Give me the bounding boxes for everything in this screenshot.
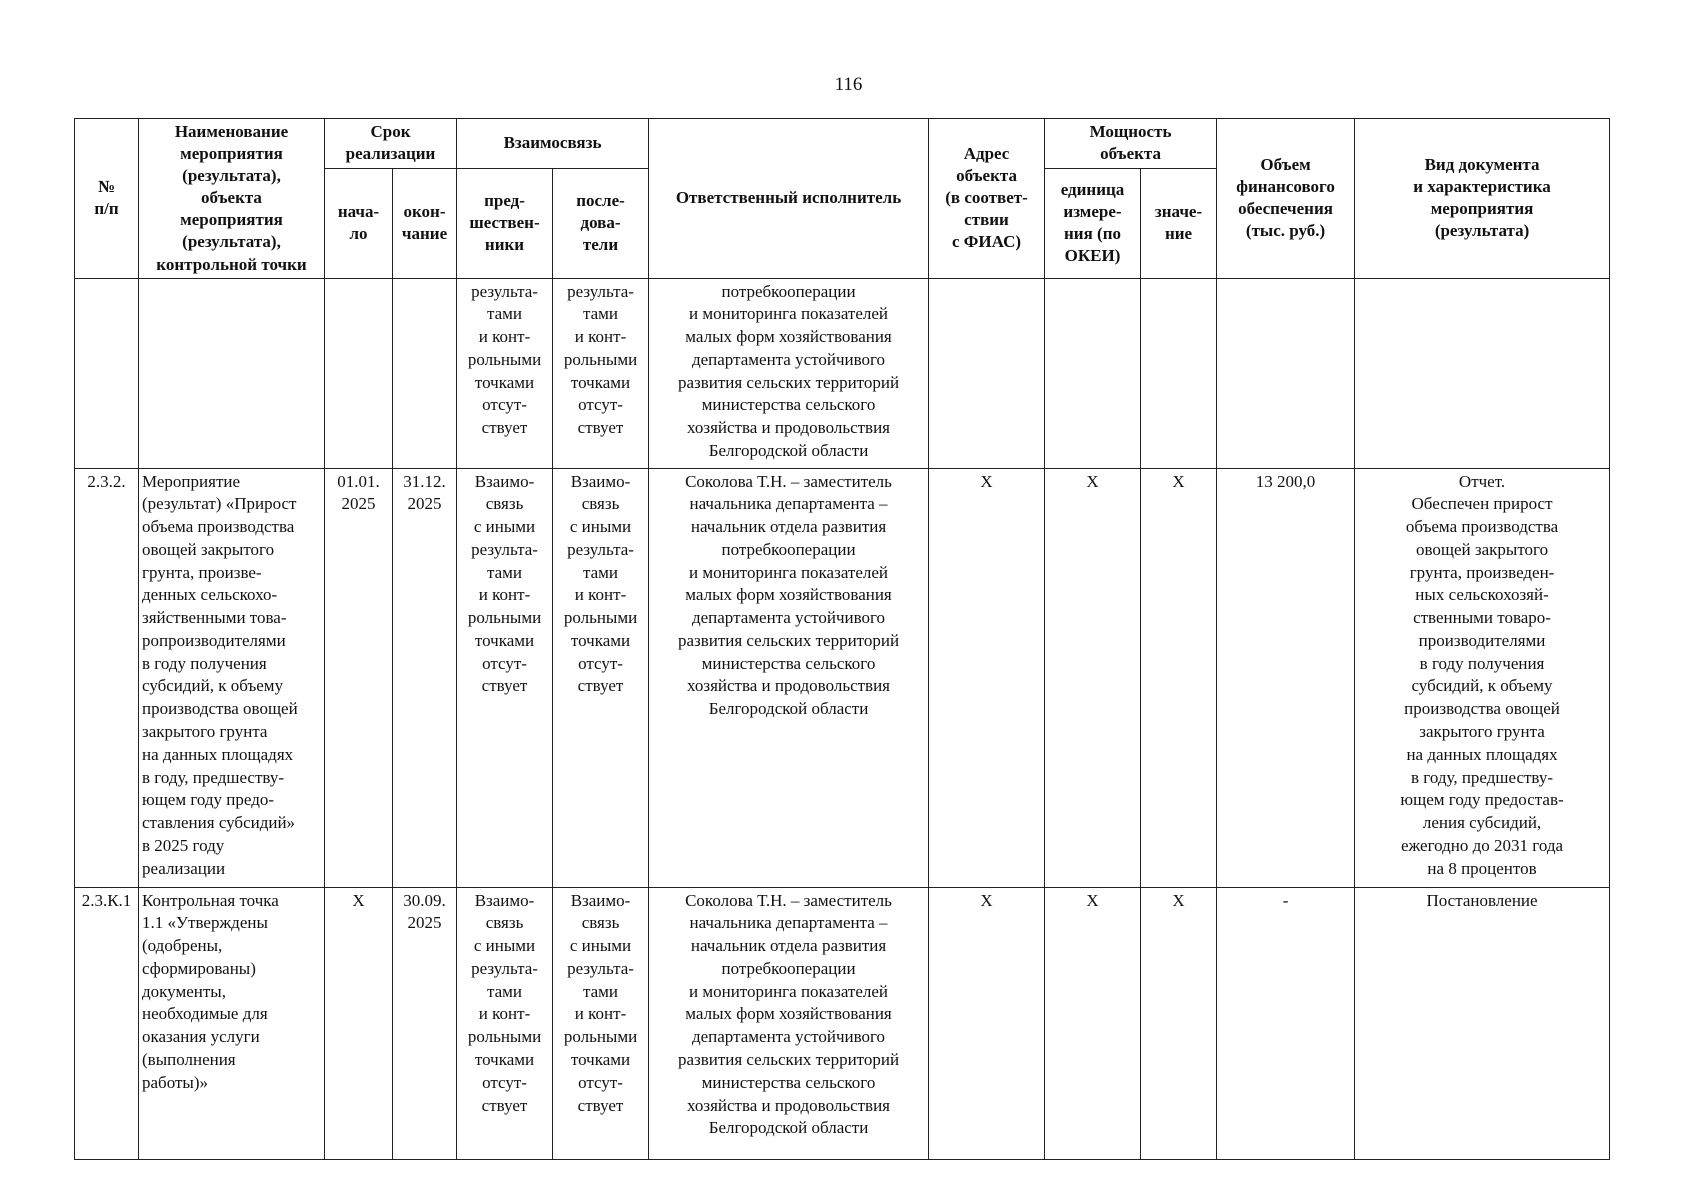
cell-start: X bbox=[325, 887, 393, 1160]
page-number: 116 bbox=[834, 74, 863, 95]
cell-address: X bbox=[929, 468, 1045, 887]
table-row bbox=[75, 887, 1610, 1160]
cell-value bbox=[1141, 278, 1217, 468]
header-start: нача- ло bbox=[325, 168, 393, 278]
table-header bbox=[75, 119, 1610, 279]
cell-end bbox=[393, 278, 457, 468]
cell-address: X bbox=[929, 887, 1045, 1160]
table-row bbox=[75, 468, 1610, 887]
cell-num: 2.3.2. bbox=[75, 468, 139, 887]
cell-posle: Взаимо- связь с иными результа- тами и конт- рольными точками отсут- ствует bbox=[553, 887, 649, 1160]
cell-pred: Взаимо- связь с иными результа- тами и конт- рольными точками отсут- ствует bbox=[457, 887, 553, 1160]
header-responsible: Ответственный исполнитель bbox=[649, 119, 929, 279]
cell-pred: результа- тами и конт- рольными точками отсут- ствует bbox=[457, 278, 553, 468]
header-address: Адрес объекта (в соответ- ствии с ФИАС) bbox=[929, 119, 1045, 279]
cell-address bbox=[929, 278, 1045, 468]
cell-start: 01.01. 2025 bbox=[325, 468, 393, 887]
cell-doc-type: Отчет. Обеспечен прирост объема производства овощей закрытого грунта, произведен- ных сельскохозяй- ственными товаро- производителями в году получения субсидий, к объему производства овощей закрытого грунта на данных площадях в году, предшеству- ющем году предостав- ления субсидий, ежегодно до 2031 года на 8 процентов bbox=[1355, 468, 1610, 887]
cell-posle: результа- тами и конт- рольными точками отсут- ствует bbox=[553, 278, 649, 468]
table-row bbox=[75, 278, 1610, 468]
header-name: Наименование мероприятия (результата), объекта мероприятия (результата), контрольной точки bbox=[139, 119, 325, 279]
events-table bbox=[74, 118, 1610, 1160]
cell-responsible: Соколова Т.Н. – заместитель начальника департамента – начальник отдела развития потребкооперации и мониторинга показателей малых форм хозяйствования департамента устойчивого развития сельских территорий министерства сельского хозяйства и продовольствия Белгородской области bbox=[649, 468, 929, 887]
header-capacity: Мощность объекта bbox=[1045, 119, 1217, 169]
cell-finance: 13 200,0 bbox=[1217, 468, 1355, 887]
header-value: значе- ние bbox=[1141, 168, 1217, 278]
header-num: № п/п bbox=[75, 119, 139, 279]
header-posle: после- дова- тели bbox=[553, 168, 649, 278]
cell-posle: Взаимо- связь с иными результа- тами и конт- рольными точками отсут- ствует bbox=[553, 468, 649, 887]
header-end: окон- чание bbox=[393, 168, 457, 278]
cell-finance: - bbox=[1217, 887, 1355, 1160]
cell-name bbox=[139, 278, 325, 468]
cell-responsible: Соколова Т.Н. – заместитель начальника департамента – начальник отдела развития потребкооперации и мониторинга показателей малых форм хозяйствования департамента устойчивого развития сельских территорий министерства сельского хозяйства и продовольствия Белгородской области bbox=[649, 887, 929, 1160]
header-vzaimosvyaz: Взаимосвязь bbox=[457, 119, 649, 169]
table-body bbox=[75, 278, 1610, 1160]
cell-finance bbox=[1217, 278, 1355, 468]
cell-start bbox=[325, 278, 393, 468]
cell-responsible: потребкооперации и мониторинга показателей малых форм хозяйствования департамента устойчивого развития сельских территорий министерства сельского хозяйства и продовольствия Белгородской области bbox=[649, 278, 929, 468]
cell-doc-type bbox=[1355, 278, 1610, 468]
cell-end: 31.12. 2025 bbox=[393, 468, 457, 887]
cell-value: X bbox=[1141, 468, 1217, 887]
cell-end: 30.09. 2025 bbox=[393, 887, 457, 1160]
cell-num: 2.3.К.1 bbox=[75, 887, 139, 1160]
header-finance: Объем финансового обеспечения (тыс. руб.) bbox=[1217, 119, 1355, 279]
cell-unit: X bbox=[1045, 887, 1141, 1160]
header-srok: Срок реализации bbox=[325, 119, 457, 169]
cell-value: X bbox=[1141, 887, 1217, 1160]
cell-name: Контрольная точка 1.1 «Утверждены (одобрены, сформированы) документы, необходимые для оказания услуги (выполнения работы)» bbox=[139, 887, 325, 1160]
header-doc-type: Вид документа и характеристика мероприятия (результата) bbox=[1355, 119, 1610, 279]
header-pred: пред- шествен- ники bbox=[457, 168, 553, 278]
cell-name: Мероприятие (результат) «Прирост объема производства овощей закрытого грунта, произве- денных сельскохо- зяйственными това- ропроизводителями в году получения субсидий, к объему производства овощей закрытого грунта на данных площадях в году, предшеству- ющем году предо- ставления субсидий» в 2025 году реализации bbox=[139, 468, 325, 887]
cell-num bbox=[75, 278, 139, 468]
cell-unit bbox=[1045, 278, 1141, 468]
cell-pred: Взаимо- связь с иными результа- тами и конт- рольными точками отсут- ствует bbox=[457, 468, 553, 887]
header-unit: единица измере- ния (по ОКЕИ) bbox=[1045, 168, 1141, 278]
cell-unit: X bbox=[1045, 468, 1141, 887]
cell-doc-type: Постановление bbox=[1355, 887, 1610, 1160]
